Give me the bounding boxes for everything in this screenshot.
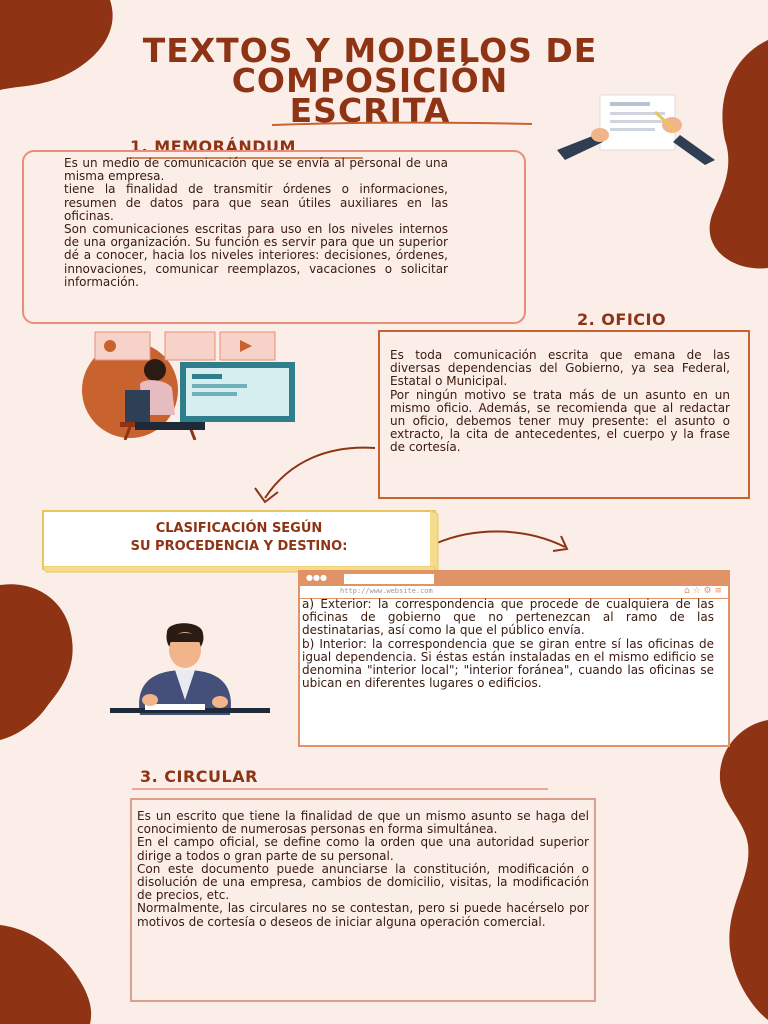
browser-dots-icon: ●●● — [306, 573, 327, 582]
browser-icons: ⌂ ☆ ⚙ ≡ — [684, 586, 722, 596]
curved-arrow-to-banner — [240, 440, 380, 510]
browser-title-bar — [300, 572, 728, 586]
circular-heading-underline — [130, 786, 550, 792]
oficio-text — [390, 349, 730, 455]
hands-document-illustration — [555, 90, 720, 165]
memorandum-heading: 1. MEMORÁNDUM — [130, 137, 296, 156]
circular-paragraph: Normalmente, las circulares no se contestan, pero si puede hacérselo por motivos de cortesía o deseos de iniciar alguna operación comercial. — [137, 901, 589, 929]
classification-line-1: CLASIFICACIÓN SEGÚN — [155, 521, 323, 536]
circular-heading: 3. CIRCULAR — [140, 767, 258, 786]
title-line-3: ESCRITA — [289, 91, 451, 130]
classification-banner — [42, 510, 436, 570]
memorandum-paragraph: tiene la finalidad de transmitir órdenes o informaciones, resumen de datos para que sean útiles auxiliares en las oficinas. — [64, 182, 448, 223]
memorandum-paragraph: Son comunicaciones escritas para uso en los niveles internos de una organización. Su función es servir para que un superior dé a conocer, hacia los niveles interiores: decisiones, órdenes, innovaciones, comunicar reemplazos, vacaciones o solicitar información. — [64, 222, 448, 289]
title-line-1: TEXTOS Y MODELOS DE — [142, 31, 598, 70]
man-writing-illustration — [105, 620, 275, 720]
right-bottom-blob — [720, 720, 768, 1020]
oficio-paragraph: Por ningún motivo se trata más de un asunto en un mismo oficio. Además, se recomienda que al redactar un oficio, debemos tener muy presente: el asunto o extracto, la cita de antecedentes, el cuerpo y la frase de cortesía. — [390, 387, 730, 455]
classification-paragraph: b) Interior: la correspondencia que se giran entre sí las oficinas de igual dependencia. Si éstas están instaladas en el mismo edificio se denomina "interior local"; "interior foránea", cuando las oficinas se ubican en diferentes lugares o edificios. — [302, 636, 714, 691]
circular-paragraph: En el campo oficial, se define como la orden que una autoridad superior dirige a todos o gran parte de su personal. — [137, 835, 589, 863]
circular-text — [137, 810, 589, 929]
bottom-left-blob — [0, 925, 91, 1024]
browser-tab — [344, 574, 434, 584]
curved-arrow-to-browser — [435, 525, 575, 555]
woman-at-computer-illustration — [80, 330, 300, 440]
classification-line-2: SU PROCEDENCIA Y DESTINO: — [130, 539, 348, 554]
title-line-2: COMPOSICIÓN — [231, 61, 509, 100]
memorandum-text — [64, 157, 448, 289]
circular-paragraph: Con este documento puede anunciarse la constitución, modificación o disolución de una empresa, cambios de domicilio, visitas, la modificación de precios, etc. — [137, 861, 589, 903]
memorandum-paragraph: Es un medio de comunicación que se envía al personal de una misma empresa. — [64, 156, 448, 184]
left-mid-blob — [0, 584, 73, 740]
banner-hatch-border — [430, 510, 440, 572]
classification-paragraph: a) Exterior: la correspondencia que procede de cualquiera de las oficinas de gobierno que no pertenezcan al ramo de las destinatarias, así como la que el público envía. — [302, 597, 714, 638]
circular-paragraph: Es un escrito que tiene la finalidad de que un mismo asunto se haga del conocimiento de numerosas personas en forma simultánea. — [137, 809, 589, 837]
title-underline — [270, 120, 535, 128]
classification-text — [302, 598, 714, 690]
oficio-paragraph: Es toda comunicación escrita que emana de las diversas dependencias del Gobierno, ya sea Federal, Estatal o Municipal. — [390, 348, 730, 389]
browser-url: http://www.website.com — [340, 587, 433, 595]
oficio-heading: 2. OFICIO — [577, 310, 667, 329]
